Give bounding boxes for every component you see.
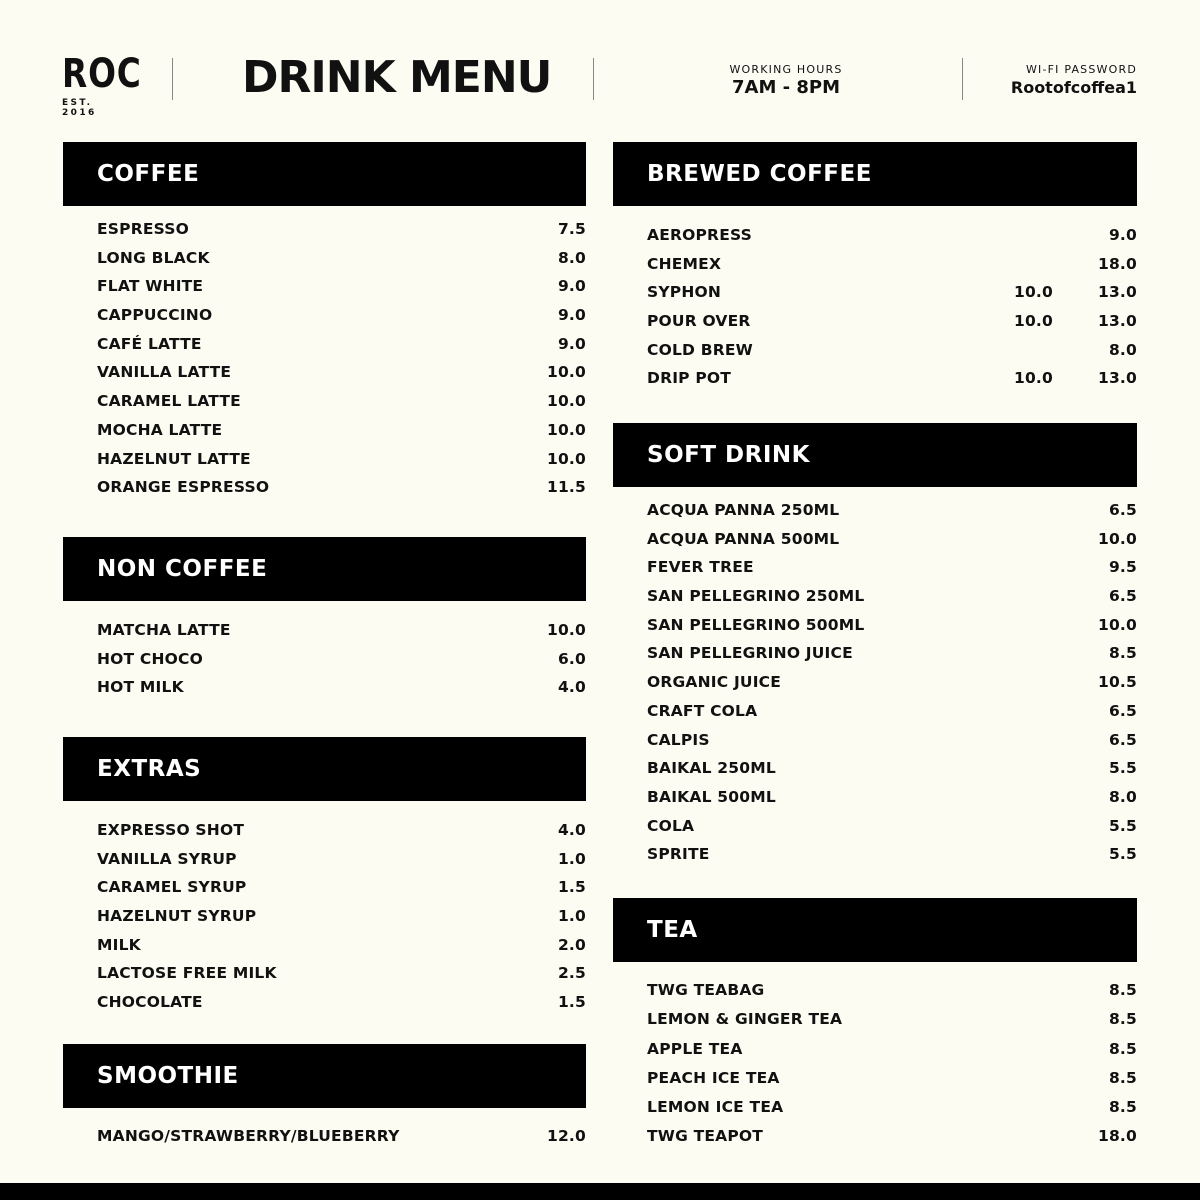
- menu-item: [97, 416, 586, 445]
- item-price: 6.0: [557, 649, 586, 668]
- header-divider: [593, 58, 594, 100]
- item-name: AEROPRESS: [647, 226, 753, 244]
- section-coffee: [63, 142, 586, 512]
- section-title: BREWED COFFEE: [613, 142, 1137, 206]
- item-name: CALPIS: [647, 730, 710, 749]
- menu-item: [647, 250, 1137, 279]
- logo: [62, 50, 142, 118]
- section-brewed-coffee: [613, 142, 1137, 402]
- item-price: 5.5: [1108, 759, 1137, 778]
- menu-item: [647, 582, 1137, 611]
- item-name: BAIKAL 500ML: [647, 787, 776, 806]
- section-title: SMOOTHIE: [63, 1044, 586, 1108]
- item-price: 5.5: [1108, 816, 1137, 835]
- item-price: 2.0: [557, 935, 586, 954]
- item-name: LONG BLACK: [97, 248, 210, 267]
- section-soft-drink: [613, 423, 1137, 878]
- menu-item: [97, 959, 586, 988]
- menu-item: [647, 525, 1137, 554]
- item-price: 10.0: [546, 621, 586, 639]
- item-price: 8.5: [1108, 1010, 1137, 1029]
- item-name: LACTOSE FREE MILK: [97, 964, 277, 983]
- item-price: 5.5: [1108, 845, 1137, 864]
- item-name: COLD BREW: [647, 340, 753, 359]
- item-price: 18.0: [1097, 254, 1137, 273]
- section-tea: [613, 898, 1137, 1160]
- item-price: 9.5: [1108, 558, 1137, 577]
- item-price: 2.5: [557, 964, 586, 983]
- menu-item: [97, 873, 586, 902]
- menu-item: [647, 553, 1137, 582]
- item-name: CAFÉ LATTE: [97, 334, 202, 353]
- item-name: CARAMEL LATTE: [97, 392, 241, 411]
- menu-item: [647, 1035, 1137, 1064]
- menu-item: [97, 931, 586, 960]
- item-name: TWG TEAPOT: [647, 1127, 764, 1146]
- section-title: NON COFFEE: [63, 537, 586, 601]
- item-name: SAN PELLEGRINO 500ML: [647, 615, 865, 634]
- item-price: 10.0: [546, 392, 586, 411]
- item-price: 7.5: [557, 220, 586, 238]
- item-price: 4.0: [557, 821, 586, 839]
- footer-bar: [0, 1183, 1200, 1200]
- menu-item: [647, 278, 1137, 307]
- section-title: SOFT DRINK: [613, 423, 1137, 487]
- item-price: 1.0: [557, 849, 586, 868]
- menu-item: [97, 272, 586, 301]
- item-name: ORANGE ESPRESSO: [97, 478, 270, 497]
- menu-item: [647, 364, 1137, 393]
- item-price: 6.5: [1108, 501, 1137, 519]
- menu-item: [97, 358, 586, 387]
- working-hours-label: WORKING HOURS: [729, 63, 843, 76]
- item-name: COLA: [647, 816, 695, 835]
- item-price: 9.0: [557, 277, 586, 296]
- section-title: TEA: [613, 898, 1137, 962]
- item-list: [647, 976, 1137, 1152]
- menu-item: [647, 976, 1137, 1005]
- menu-item: [97, 244, 586, 273]
- item-price: 8.5: [1108, 981, 1137, 999]
- item-name: FEVER TREE: [647, 558, 754, 577]
- item-price: 1.0: [557, 907, 586, 926]
- item-name: MANGO/STRAWBERRY/BLUEBERRY: [97, 1127, 400, 1145]
- item-name: POUR OVER: [647, 312, 751, 331]
- item-price: 8.0: [1108, 787, 1137, 806]
- section-extras: [63, 737, 586, 1027]
- wifi-label: WI-FI PASSWORD: [1025, 63, 1137, 76]
- menu-item: [647, 221, 1137, 250]
- item-price: 8.5: [1108, 644, 1137, 663]
- item-name: LEMON ICE TEA: [647, 1098, 784, 1117]
- item-name: MILK: [97, 935, 141, 954]
- item-price: 4.0: [557, 678, 586, 697]
- item-name: ACQUA PANNA 500ML: [647, 529, 840, 548]
- menu-item: [97, 845, 586, 874]
- section-title: COFFEE: [63, 142, 586, 206]
- item-price: 8.0: [557, 248, 586, 267]
- item-price: 6.5: [1108, 587, 1137, 606]
- menu-item: [647, 1093, 1137, 1122]
- menu-item: [97, 988, 586, 1017]
- item-name: BAIKAL 250ML: [647, 759, 776, 778]
- item-price: 10.0: [546, 449, 586, 468]
- section-non-coffee: [63, 537, 586, 707]
- menu-item: [647, 611, 1137, 640]
- menu-item: [647, 1064, 1137, 1093]
- item-price: 13.0: [1097, 283, 1137, 302]
- menu-item: [97, 387, 586, 416]
- header-divider: [172, 58, 173, 100]
- item-name: VANILLA SYRUP: [97, 849, 237, 868]
- logo-mark: ROC: [62, 51, 142, 97]
- item-price: 6.5: [1108, 730, 1137, 749]
- item-price: 13.0: [1097, 312, 1137, 331]
- item-name: HAZELNUT LATTE: [97, 449, 251, 468]
- item-price: 10.0: [546, 420, 586, 439]
- item-price: 8.5: [1108, 1039, 1137, 1058]
- menu-item: [97, 673, 586, 702]
- item-name: SAN PELLEGRINO 250ML: [647, 587, 865, 606]
- item-name: SPRITE: [647, 845, 710, 864]
- item-list: [647, 496, 1137, 869]
- menu-item: [647, 726, 1137, 755]
- item-price: 10.0: [546, 363, 586, 382]
- item-price-secondary: 10.0: [1013, 369, 1053, 388]
- item-price: 6.5: [1108, 701, 1137, 720]
- menu-item: [97, 301, 586, 330]
- item-name: APPLE TEA: [647, 1039, 743, 1058]
- page-title: DRINK MENU: [242, 52, 552, 103]
- item-price: 8.5: [1108, 1098, 1137, 1117]
- working-hours-value: 7AM - 8PM: [732, 77, 840, 98]
- menu-item: [97, 902, 586, 931]
- item-price: 9.0: [557, 306, 586, 325]
- item-name: HAZELNUT SYRUP: [97, 907, 257, 926]
- logo-established: EST. 2016: [62, 98, 97, 118]
- item-price-secondary: 10.0: [1013, 283, 1053, 302]
- item-price: 1.5: [557, 993, 586, 1012]
- item-price-secondary: 10.0: [1013, 312, 1053, 331]
- working-hours: [700, 63, 872, 99]
- item-name: FLAT WHITE: [97, 277, 204, 296]
- item-list: [97, 616, 586, 702]
- item-price: 9.0: [557, 334, 586, 353]
- item-price: 10.0: [1097, 529, 1137, 548]
- menu-item: [97, 330, 586, 359]
- menu-item: [97, 445, 586, 474]
- item-price: 8.0: [1108, 340, 1137, 359]
- item-name: EXPRESSO SHOT: [97, 821, 245, 839]
- item-name: SYPHON: [647, 283, 722, 302]
- item-name: LEMON & GINGER TEA: [647, 1010, 843, 1029]
- item-list: [97, 816, 586, 1017]
- item-name: MATCHA LATTE: [97, 621, 231, 639]
- item-name: CHEMEX: [647, 254, 722, 273]
- item-name: CHOCOLATE: [97, 993, 203, 1012]
- item-name: HOT MILK: [97, 678, 184, 697]
- section-title: EXTRAS: [63, 737, 586, 801]
- item-name: DRIP POT: [647, 369, 732, 388]
- section-smoothie: [63, 1044, 586, 1159]
- wifi-password: Rootofcoffea1: [1010, 78, 1137, 97]
- item-price: 1.5: [557, 878, 586, 897]
- item-price: 11.5: [546, 478, 586, 497]
- item-name: PEACH ICE TEA: [647, 1068, 780, 1087]
- item-price: 13.0: [1097, 369, 1137, 388]
- wifi-info: [980, 63, 1137, 99]
- menu-item: [647, 336, 1137, 365]
- item-name: VANILLA LATTE: [97, 363, 232, 382]
- item-name: CARAMEL SYRUP: [97, 878, 247, 897]
- item-price: 12.0: [546, 1127, 586, 1145]
- menu-item: [647, 668, 1137, 697]
- menu-item: [97, 645, 586, 674]
- item-name: HOT CHOCO: [97, 649, 203, 668]
- menu-item: [647, 1122, 1137, 1151]
- menu-item: [97, 616, 586, 645]
- menu-item: [97, 816, 586, 845]
- menu-item: [97, 473, 586, 502]
- header-divider: [962, 58, 963, 100]
- menu-item: [647, 754, 1137, 783]
- menu-item: [647, 812, 1137, 841]
- menu-item: [97, 1122, 586, 1151]
- item-price: 10.0: [1097, 615, 1137, 634]
- menu-item: [647, 783, 1137, 812]
- item-name: SAN PELLEGRINO JUICE: [647, 644, 853, 663]
- menu-item: [647, 639, 1137, 668]
- item-name: CAPPUCCINO: [97, 306, 213, 325]
- menu-item: [647, 697, 1137, 726]
- item-name: ORGANIC JUICE: [647, 673, 782, 692]
- item-price: 10.5: [1097, 673, 1137, 692]
- item-name: ACQUA PANNA 250ML: [647, 501, 840, 519]
- item-name: MOCHA LATTE: [97, 420, 223, 439]
- item-price: 9.0: [1108, 226, 1137, 244]
- menu-item: [97, 215, 586, 244]
- item-name: TWG TEABAG: [647, 981, 765, 999]
- menu-item: [647, 307, 1137, 336]
- item-list: [647, 221, 1137, 393]
- menu-item: [647, 840, 1137, 869]
- item-name: ESPRESSO: [97, 220, 190, 238]
- item-list: [97, 1122, 586, 1151]
- item-list: [97, 215, 586, 502]
- item-price: 8.5: [1108, 1068, 1137, 1087]
- menu-item: [647, 1005, 1137, 1034]
- item-name: CRAFT COLA: [647, 701, 758, 720]
- item-price: 18.0: [1097, 1127, 1137, 1146]
- menu-item: [647, 496, 1137, 525]
